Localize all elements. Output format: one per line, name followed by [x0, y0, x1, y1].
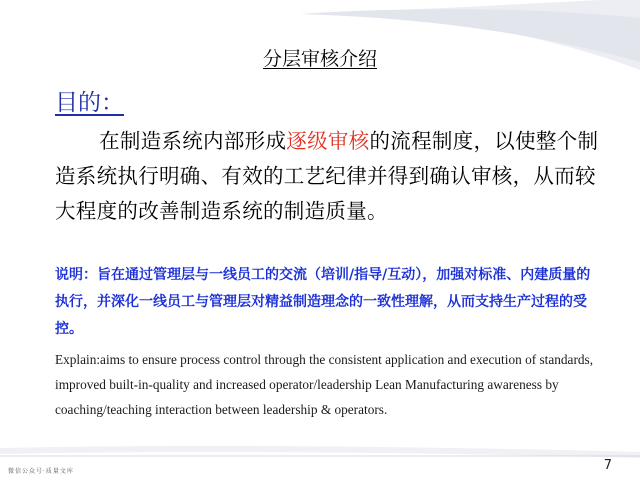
footer-watermark: 微信公众号·质量文库	[8, 468, 74, 475]
page-number: 7	[603, 458, 612, 473]
body-text-part1: 在制造系统内部形成	[99, 129, 287, 153]
note-paragraph: 说明：旨在通过管理层与一线员工的交流（培训/指导/互动），加强对标准、内建质量的执行，并深化一线员工与管理层对精益制造理念的一致性理解，从而支持生产过程的受控。	[55, 267, 591, 337]
body-text-part2: 的流程制度，以使整个制造系统执行明确、有效的工艺纪律并得到确认审核，从而较大程度的改善制造系统的制造质量。	[55, 129, 599, 223]
highlight-text: 逐级审核	[286, 129, 370, 153]
purpose-label: 目的：	[55, 90, 124, 116]
english-explanation: Explain:aims to ensure process control through the consistent application and execution of standards, improved built-in-quality and increased operator/leadership Lean Manufacturing awareness by coaching/teaching interaction between leadership & operators.	[55, 352, 594, 417]
slide-title: 分层审核介绍	[262, 48, 377, 70]
body-paragraph	[55, 124, 600, 229]
